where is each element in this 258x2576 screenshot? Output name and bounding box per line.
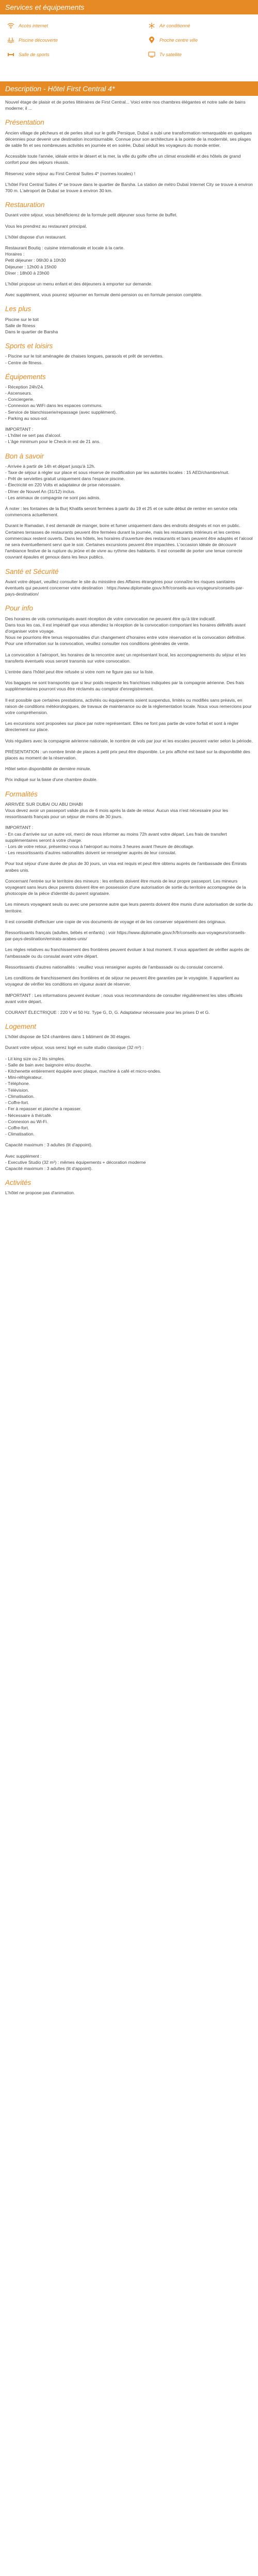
- section-paragraph: Vols réguliers avec la compagnie aérienne nationale, le nombre de vols par jour et les escales peuvent varier selon la période.: [5, 738, 253, 743]
- section-paragraph: Durant le Ramadan, il est demandé de manger, boire et fumer uniquement dans des endroits désignés et non en public. Certaines terrasses de restaurants peuvent être fermées durant la journée, mais les restaurants intérieurs et les centres commerciaux restent ouverts. Dans les hôtels, les horaires d'ouverture des restaurants et bars peuvent être adaptés et l'alcool ne sera éventuellement servi que le soir. Certaines excursions peuvent être impactées. L'occasion idéale de découvrir l'ambiance festive de la rupture du jeûne et de vivre au rythme des habitants. Il est conseillé de porter une tenue correcte couvrant épaules et genoux dans les lieux publics.: [5, 523, 253, 560]
- section-paragraph: L'hôtel dispose d'un restaurant.: [5, 234, 67, 240]
- description-content: [0, 96, 258, 1216]
- service-label: Tv satellite: [159, 52, 182, 57]
- section-title: Les plus: [5, 305, 31, 313]
- service-label: Proche centre ville: [159, 37, 198, 43]
- section-paragraph: Il est conseillé d'effectuer une copie de vos documents de voyage et de les conserver séparément des originaux.: [5, 919, 227, 924]
- section-paragraph: Les règles relatives au franchissement des frontières peuvent évoluer à tout moment. Il vous appartient de vérifier auprès de l'ambassade ou du consulat avant votre départ.: [5, 947, 249, 959]
- service-item-aircon: [133, 20, 258, 32]
- service-label: Accès internet: [19, 23, 49, 28]
- section-paragraph: Avec supplément, vous pourrez séjourner en formule demi-pension ou en formule pension complète.: [5, 292, 203, 298]
- service-item-gym: [7, 48, 133, 61]
- section-paragraph: Les excursions sont proposées sur place par notre représentant. Elles ne font pas partie de votre forfait et sont à régler directement sur place.: [5, 721, 239, 733]
- description-intro: Nouvel étage de plaisir et de portes littéraires de First Central... Voici entre nos chambres élégantes et notre salle de bains moderne; il ...: [5, 99, 246, 111]
- section-paragraph: Piscine sur le toit Salle de fitness Dans le quartier de Barsha: [5, 316, 58, 334]
- section-paragraph: IMPORTANT : - En cas d'arrivée sur un autre vol, merci de nous informer au moins 72h avant votre départ. Les frais de transfert supplémentaires seront à votre charge. - Lors de votre retour, présentez-vous à l'aéroport au moins 3 heures avant l'heure de décollage. - Les ressortissants d'autres nationalités doivent se renseigner auprès de leur consulat.: [5, 825, 227, 856]
- section-paragraph: Prix indiqué sur la base d'une chambre double.: [5, 777, 98, 783]
- service-item-tv: [133, 48, 258, 61]
- section-paragraph: Ressortissants d'autres nationalités : veuillez vous renseigner auprès de l'ambassade ou du consulat concerné.: [5, 964, 224, 970]
- section-paragraph: Hôtel selon disponibilité de dernière minute.: [5, 766, 91, 772]
- section-title: Sports et loisirs: [5, 342, 53, 350]
- section-paragraph: L'entrée dans l'hôtel peut être refusée si votre nom ne figure pas sur la liste.: [5, 669, 154, 675]
- section-paragraph: - Lit king size ou 2 lits simples. - Salle de bain avec baignoire et/ou douche. - Kitchenette entièrement équipée avec plaque, machine à café et micro-ondes. - Mini-réfrigérateur. - Téléphone. - Télévision. - Climatisation. - Coffre-fort. - Fer à repasser et planche à repasser. - Nécessaire à thé/café. - Connexion au Wi-Fi. - Coffre-fort. - Climatisation.: [5, 1056, 162, 1137]
- section-paragraph: Restaurant Boutiq : cuisine internationale et locale à la carte. Horaires : Petit déjeuner : 06h30 à 10h30 Déjeuner : 12h00 à 15h00 Dîner : 18h00 à 23h00: [5, 245, 125, 276]
- snowflake-icon: [148, 22, 155, 29]
- description-banner: Description - Hôtel First Central 4*: [0, 81, 258, 96]
- section-paragraph: Ressortissants français (adultes, bébés et enfants) : voir https://www.diplomatie.gouv.fr/fr/conseils-aux-voyageurs/conseils-par-pays-destination/emirats-arabes-unis/: [5, 930, 246, 942]
- section-paragraph: IMPORTANT : - L'hôtel ne sert pas d'alcool. - L'âge minimum pour le Check-in est de 21 ans.: [5, 427, 101, 445]
- section-title: Équipements: [5, 372, 46, 381]
- section-paragraph: Ancien village de pêcheurs et de perles situé sur le golfe Persique, Dubaï a subi une transformation remarquable en quelques décennies pour devenir une destination incontournable. Connue pour son architecture à la pointe de la modernité, ses plages de sable fin et ses nombreuses activités en journée et en soirée, Dubaï séduit les voyageurs du monde entier.: [5, 130, 252, 148]
- section-paragraph: Réservez votre séjour au First Central Suites 4* (normes locales) !: [5, 171, 136, 176]
- wifi-icon: [7, 22, 14, 29]
- dumbbell-icon: [7, 51, 14, 58]
- service-item-center: [133, 34, 258, 46]
- section-title: Activités: [5, 1179, 31, 1187]
- services-banner: Services et équipements: [0, 0, 258, 14]
- section-title: Bon à savoir: [5, 452, 44, 460]
- section-paragraph: Il est possible que certaines prestations, activités ou équipements soient suspendus, limités ou modifiés sans préavis, en raison de conditions météorologiques, de travaux de maintenance ou de la réglementation locale. Nous vous remercions pour votre compréhension.: [5, 697, 252, 716]
- section-paragraph: Concernant l'entrée sur le territoire des mineurs : les enfants doivent être munis de leur propre passeport. Les mineurs voyageant sans leurs deux parents doivent être en possession d'une autorisation de sortie du territoire accompagnée de la photocopie de la pièce d'identité du parent signataire.: [5, 878, 246, 896]
- location-icon: [148, 37, 155, 44]
- section-paragraph: Avant votre départ, veuillez consulter le site du ministère des Affaires étrangères pour connaître les risques sanitaires éventuels qui peuvent concerner votre destination : https://www.diplomatie.gouv.fr/fr/conseils-aux-voyageurs/conseils-par-pays-destination/: [5, 579, 244, 597]
- section-title: Formalités: [5, 790, 38, 798]
- section-title: Présentation: [5, 118, 44, 127]
- section-paragraph: Pour tout séjour d'une durée de plus de 30 jours, un visa est requis et peut être obtenu auprès de l'ambassade des Émirats arabes unis.: [5, 861, 247, 873]
- section-paragraph: PRÉSENTATION : un nombre limité de places à petit prix peut être disponible. Le prix affiché est basé sur la disponibilité des places au moment de la réservation.: [5, 749, 250, 761]
- section-title: Santé et Sécurité: [5, 567, 59, 575]
- service-label: Piscine découverte: [19, 37, 58, 43]
- service-label: Salle de sports: [19, 52, 50, 57]
- section-paragraph: Les mineurs voyageant seuls ou avec une personne autre que leurs parents doivent être munis d'une autorisation de sortie du territoire.: [5, 902, 253, 913]
- section-paragraph: L'hôtel propose un menu enfant et des déjeuners à emporter sur demande.: [5, 281, 153, 286]
- section-paragraph: - Piscine sur le toit aménagée de chaises longues, parasols et prêt de serviettes. - Centre de fitness.: [5, 353, 164, 365]
- section-paragraph: L'hôtel dispose de 524 chambres dans 1 bâtiment de 30 étages.: [5, 1034, 131, 1040]
- section-paragraph: Avec supplément : - Executive Studio (32 m²) : mêmes équipements + décoration moderne Capacité maximum : 3 adultes (lit d'appoint).: [5, 1153, 146, 1171]
- section-paragraph: Capacité maximum : 3 adultes (lit d'appoint).: [5, 1142, 93, 1148]
- section-paragraph: L'hôtel First Central Suites 4* se trouve dans le quartier de Barsha. La station de métro Dubaï Internet City se trouve à environ 700 m. L'aéroport de Dubaï se trouve à environ 30 km.: [5, 181, 253, 193]
- section-paragraph: Vos bagages ne sont transportés que si leur poids respecte les franchises indiquées par la compagnie aérienne. Des frais supplémentaires pourront vous être réclamés au comptoir d'enregistrement.: [5, 680, 244, 692]
- service-item-pool: [7, 34, 133, 46]
- section-paragraph: Accessible toute l'année, idéale entre le désert et la mer, la ville du golfe offre un climat ensoleillé et des hôtels de grand confort pour des séjours réussis.: [5, 154, 241, 165]
- section-title: Restauration: [5, 201, 45, 209]
- section-paragraph: L'hôtel ne propose pas d'animation.: [5, 1190, 75, 1196]
- service-item-internet: [7, 20, 133, 32]
- tv-icon: [148, 51, 155, 58]
- section-title: Logement: [5, 1023, 37, 1031]
- section-paragraph: À noter : les fontaines de la Burj Khalifa seront fermées à partir du 19 et 25 et ce suite début de rentrer en service cela commencera actuellement.: [5, 506, 237, 518]
- services-grid: [0, 14, 258, 67]
- section-paragraph: Les conditions de franchissement des frontières et de séjour ne peuvent être garanties par le voyagiste. Il appartient au voyageur de vérifier les conditions en vigueur avant de réserver.: [5, 975, 239, 987]
- section-paragraph: - Arrivée à partir de 14h et départ jusqu'à 12h. - Taxe de séjour à régler sur place et sous réserve de modification par les autorités locales : 15 AED/chambre/nuit. - Prêt de serviettes gratuit uniquement dans l'espace piscine. - Électricité en 220 Volts et adaptateur de prise nécessaire. - Dîner de Nouvel An (31/12) inclus. - Les animaux de compagnie ne sont pas admis.: [5, 463, 230, 500]
- sections-container: [5, 117, 253, 1196]
- pool-icon: [7, 37, 14, 44]
- section-paragraph: IMPORTANT : Les informations peuvent évoluer ; nous vous recommandons de consulter régulièrement les sites officiels avant votre départ.: [5, 992, 243, 1004]
- section-paragraph: Durant votre séjour, vous bénéficierez de la formule petit déjeuner sous forme de buffet.: [5, 212, 178, 218]
- section-paragraph: Vous les prendrez au restaurant principal.: [5, 223, 87, 229]
- section-paragraph: Durant votre séjour, vous serez logé en suite studio classique (32 m²) :: [5, 1045, 144, 1050]
- service-label: Air conditionné: [159, 23, 190, 28]
- section-paragraph: - Réception 24h/24. - Ascenseurs. - Conciergerie. - Connexion au WiFi dans les espaces communs. - Service de blanchisserie/repassage (avec supplément). - Parking au sous-sol.: [5, 384, 117, 421]
- section-paragraph: Des horaires de vols communiqués avant réception de votre convocation ne peuvent être qu'à titre indicatif. Dans tous les cas, il est impératif que vous attendiez la réception de la convocation comportant les horaires définitifs avant d'organiser votre voyage. Nous ne pourrions être tenus responsables d'un changement d'horaires entre votre réservation et la convocation définitive. Pour une information sur la convocation, veuillez consulter nos conditions générales de vente.: [5, 616, 246, 647]
- section-paragraph: La convocation à l'aéroport, les horaires de la rencontre avec un représentant local, les accompagnements du séjour et les transferts éventuels vous seront transmis sur votre convocation.: [5, 652, 246, 664]
- section-title: Pour info: [5, 604, 34, 613]
- section-paragraph: ARRIVÉE SUR DUBAI OU ABU DHABI Vous devez avoir un passeport valide plus de 6 mois après la date de retour. Aucun visa n'est nécessaire pour les ressortissants français pour un séjour de moins de 30 jours.: [5, 801, 229, 820]
- section-paragraph: COURANT ÉLECTRIQUE : 220 V et 50 Hz. Type G, D, G. Adaptateur nécessaire pour les prises D et G.: [5, 1009, 210, 1015]
